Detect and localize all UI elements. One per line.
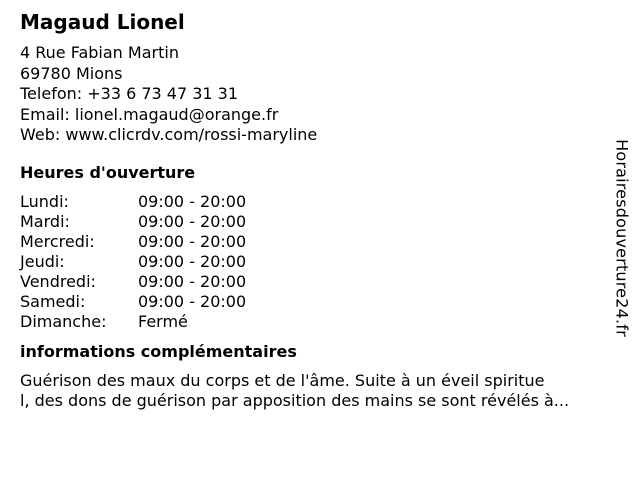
hours-row-thursday [20,252,610,272]
hours-row-wednesday [20,232,610,252]
day-label: Vendredi: [20,271,96,291]
day-time: 09:00 - 20:00 [138,251,247,271]
hours-row-friday [20,272,610,292]
phone-line: Telefon: +33 6 73 47 31 31 [20,84,239,103]
day-label: Lundi: [20,191,69,211]
hours-row-monday [20,192,610,212]
day-label: Mercredi: [20,231,95,251]
business-card [20,10,610,412]
hours-table [20,192,610,332]
day-label: Samedi: [20,291,86,311]
day-time: 09:00 - 20:00 [138,231,247,251]
hours-heading: Heures d'ouverture [20,162,196,182]
info-heading: informations complémentaires [20,341,297,361]
site-watermark: Horairesdouverture24.fr [612,139,632,337]
email-line: Email: lionel.magaud@orange.fr [20,104,279,124]
info-description: Guérison des maux du corps et de l'âme. Suite à un éveil spiritue l, des dons de guérison par apposition des mains se sont révélés à... [20,370,570,410]
street-address: 4 Rue Fabian Martin [20,43,179,62]
day-label: Mardi: [20,211,70,231]
hours-row-tuesday [20,212,610,232]
hours-row-saturday [20,292,610,312]
day-time: 09:00 - 20:00 [138,291,247,311]
day-time: 09:00 - 20:00 [138,191,247,211]
day-time: 09:00 - 20:00 [138,211,247,231]
day-time: 09:00 - 20:00 [138,271,247,291]
day-time: Fermé [138,311,188,331]
city-line: 69780 Mions [20,63,123,83]
day-label: Dimanche: [20,311,107,331]
web-line: Web: www.clicrdv.com/rossi-maryline [20,125,318,144]
hours-row-sunday [20,312,610,332]
business-name: Magaud Lionel [20,10,185,34]
day-label: Jeudi: [20,251,65,271]
